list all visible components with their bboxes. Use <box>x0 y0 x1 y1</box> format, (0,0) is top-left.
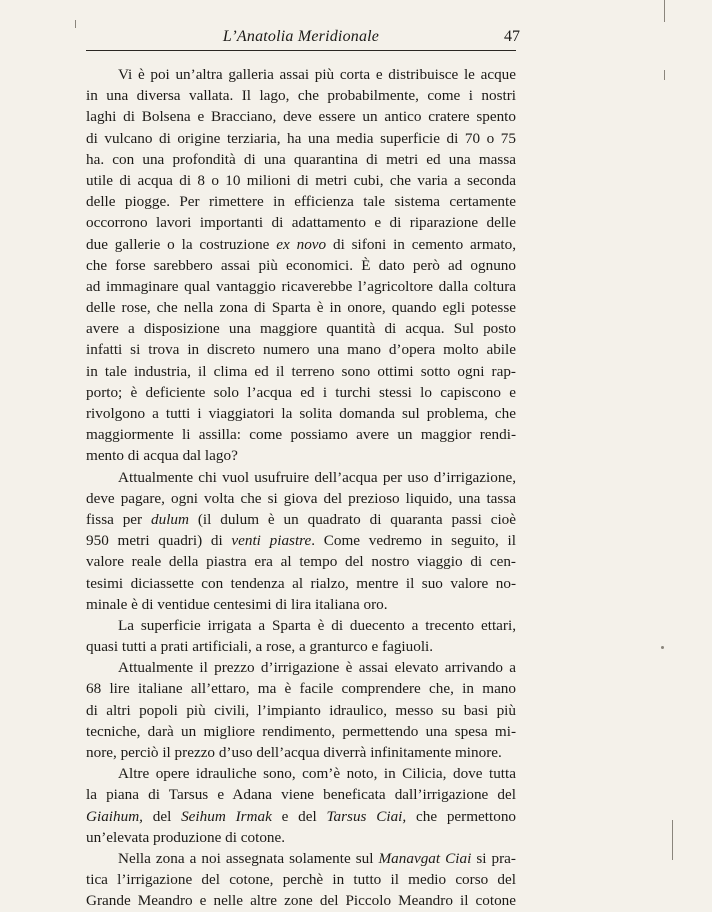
text-run: fissa per <box>86 510 151 528</box>
text-line: La superficie irrigata a Sparta è di duecento a trecento ettari, <box>118 616 516 634</box>
scan-artifact <box>672 820 673 860</box>
text-line: deve pagare, ogni volta che si giova del prezioso liquido, una tassa <box>86 489 516 507</box>
text-line: ad immaginare qual vantaggio ricaverebbe l’agricoltore dalla coltura <box>86 277 516 295</box>
text-line: Grande Meandro e nelle altre zone del Piccolo Meandro il cotone <box>86 892 516 910</box>
italic-term: Tarsus Ciai, <box>326 807 407 825</box>
italic-term: ex novo <box>276 235 327 253</box>
italic-term: dulum <box>151 510 189 528</box>
running-head <box>86 28 520 50</box>
text-line: ha. con una profondità di una quarantina di metri ed una massa <box>86 150 516 168</box>
text-line: in tale industria, il clima ed il terreno sono ottimi sotto ogni rap- <box>86 362 516 380</box>
text-run: del <box>142 807 182 825</box>
italic-term: Manavgat Ciai <box>378 849 472 867</box>
text-line: tica l’irrigazione del cotone, perchè in tutto il medio corso del <box>86 871 516 889</box>
italic-term: venti piastre <box>231 532 312 550</box>
text-line: Altre opere idrauliche sono, com’è noto, in Cilicia, dove tutta <box>118 765 516 783</box>
text-line: Attualmente il prezzo d’irrigazione è assai elevato arrivando a <box>118 659 516 677</box>
text-line <box>86 806 516 827</box>
text-line: utile di acqua di 8 o 10 milioni di metri cubi, che varia a seconda <box>86 171 516 189</box>
text-line: la piana di Tarsus e Adana viene beneficata dall’irrigazione del <box>86 786 516 804</box>
text-line: occorrono lavori importanti di adattamento e di riparazione delle <box>86 214 516 232</box>
text-line: tesimi diciassette con tendenza al rialzo, mentre il suo valore no- <box>86 574 516 592</box>
text-run: 950 metri quadri) di <box>86 532 232 550</box>
text-line: mento di acqua dal lago? <box>86 447 238 465</box>
text-line: delle rose, che nella zona di Sparta è in onore, quando egli potesse <box>86 299 516 317</box>
text-line: Attualmente chi vuol usufruire dell’acqua per uso d’irrigazione, <box>118 468 516 486</box>
text-line: laghi di Bolsena e Bracciano, deve essere un antico cratere spento <box>86 108 516 126</box>
italic-term: Seihum Irmak <box>181 807 272 825</box>
text-line <box>86 509 516 530</box>
text-run: Nella zona a noi assegnata solamente sul <box>118 849 379 867</box>
text-line: di altri popoli più civili, l’impianto idraulico, messo su basi più <box>86 701 516 719</box>
scan-artifact <box>664 0 665 22</box>
text-line: maggiormente li assilla: come possiamo avere un maggior rendi- <box>86 426 516 444</box>
text-run: (il dulum è un quadrato di quaranta passi cioè <box>188 510 517 528</box>
text-line: tecniche, darà un migliore rendimento, permettendo una spesa mi- <box>86 722 516 740</box>
header-rule <box>86 50 516 51</box>
text-run: e del <box>271 807 327 825</box>
body-text <box>86 64 516 912</box>
text-line: Vi è poi un’altra galleria assai più corta e distribuisce le acque <box>118 66 516 83</box>
text-run: di sifoni in cemento armato, <box>326 235 516 253</box>
page-number: 47 <box>504 28 520 45</box>
text-line: minale è di ventidue centesimi di lira italiana oro. <box>86 595 388 613</box>
text-run: due gallerie o la costruzione <box>86 235 277 253</box>
text-line: nore, perciò il prezzo d’uso dell’acqua diverrà infinitamente minore. <box>86 744 502 761</box>
text-line: di vulcano di origine terziaria, ha una media superficie di 70 o 75 <box>86 129 516 147</box>
text-line <box>86 530 516 551</box>
text-run: si pra- <box>471 849 516 867</box>
text-line: valore reale della piastra era al tempo del nostro viaggio di cen- <box>86 553 516 571</box>
text-line: quasi tutti a prati artificiali, a rose, a granturco e fagiuoli. <box>86 638 434 656</box>
text-line: 68 lire italiane all’ettaro, ma è facile comprendere che, in mano <box>86 680 516 698</box>
scan-artifact <box>661 646 664 649</box>
text-line: porto; è deficiente solo l’acqua ed i turchi stessi lo capiscono e <box>86 383 516 401</box>
text-run: . Come vedremo in seguito, il <box>311 532 516 550</box>
text-line: in una diversa vallata. Il lago, che probabilmente, come i nostri <box>86 87 516 105</box>
scan-artifact <box>664 70 665 80</box>
text-line: delle piogge. Per rimettere in efficienza tale sistema certamente <box>86 193 516 211</box>
text-line: un’elevata produzione di cotone. <box>86 828 286 846</box>
scan-artifact <box>75 20 76 28</box>
italic-term: Giaihum, <box>86 807 143 825</box>
text-line <box>86 848 516 869</box>
text-line: infatti si trova in discreto numero una mano d’opera molto abile <box>86 341 516 359</box>
text-line: avere a disposizione una maggiore quantità di acqua. Sul posto <box>86 320 516 338</box>
text-line: che forse sarebbero assai più economici. È dato però ad ognuno <box>86 256 516 274</box>
running-title: L’Anatolia Meridionale <box>222 28 380 45</box>
text-line <box>86 234 516 255</box>
text-run: che permettono <box>406 807 517 825</box>
text-line: rivolgono a tutti i viaggiatori la solita domanda sul problema, che <box>86 405 516 422</box>
